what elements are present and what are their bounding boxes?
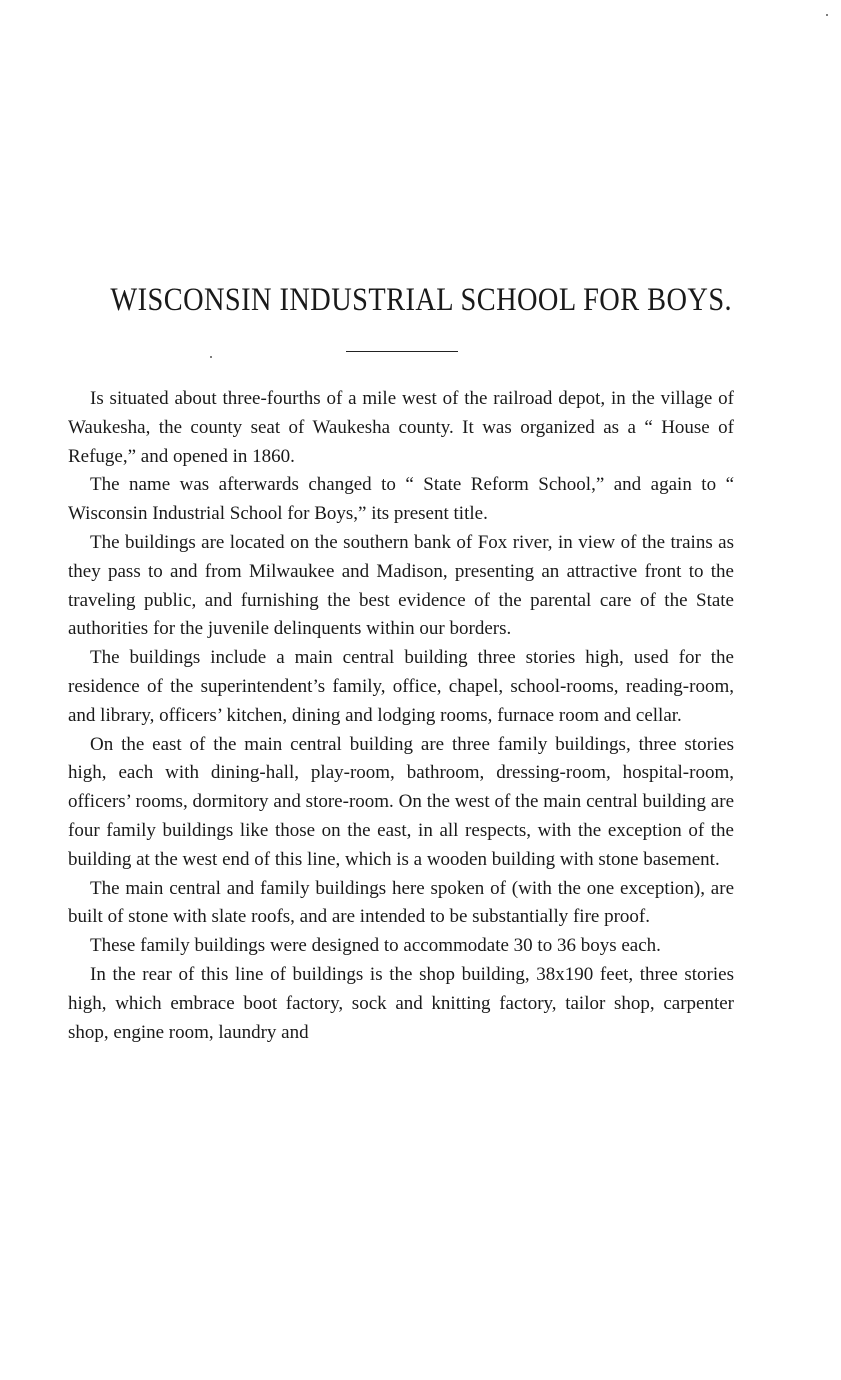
paragraph: The name was afterwards changed to “ State Reform School,” and again to “ Wisconsin Industrial School for Boys,” its present title. [68, 474, 734, 525]
speck [210, 356, 212, 358]
page-title: WISCONSIN INDUSTRIAL SCHOOL FOR BOYS. [110, 282, 733, 318]
paragraph: In the rear of this line of buildings is the shop building, 38x190 feet, three stories high, which embrace boot factory, sock and knitting factory, tailor shop, carpenter shop, engine room, laundry and [68, 963, 734, 1043]
body-text [68, 385, 734, 1047]
paragraph: The buildings include a main central building three stories high, used for the residence of the superintendent’s family, office, chapel, school-rooms, reading-room, and library, officers’ kitchen, dining and lodging rooms, furnace room and cellar. [68, 647, 734, 726]
speck [826, 14, 828, 16]
paragraph: These family buildings were designed to accommodate 30 to 36 boys each. [90, 935, 661, 957]
paragraph: On the east of the main central building are three family buildings, three stories high, each with dining-hall, play-room, bathroom, dressing-room, hospital-room, officers’ rooms, dormitory and store-room. On the west of the main central building are four family buildings like those on the east, in all respects, with the exception of the building at the west end of this line, which is a wooden building with stone basement. [68, 733, 734, 870]
paragraph: The buildings are located on the southern bank of Fox river, in view of the trains as they pass to and from Milwaukee and Madison, presenting an attractive front to the traveling public, and furnishing the best evidence of the parental care of the State authorities for the juvenile delinquents within our borders. [68, 531, 734, 640]
paragraph: The main central and family buildings here spoken of (with the one exception), are built of stone with slate roofs, and are intended to be substantially fire proof. [68, 877, 734, 928]
paragraph: Is situated about three-fourths of a mile west of the railroad depot, in the village of Waukesha, the county seat of Waukesha county. It was organized as a “ House of Refuge,” and opened in 1860. [68, 388, 734, 467]
title-divider [346, 351, 458, 352]
